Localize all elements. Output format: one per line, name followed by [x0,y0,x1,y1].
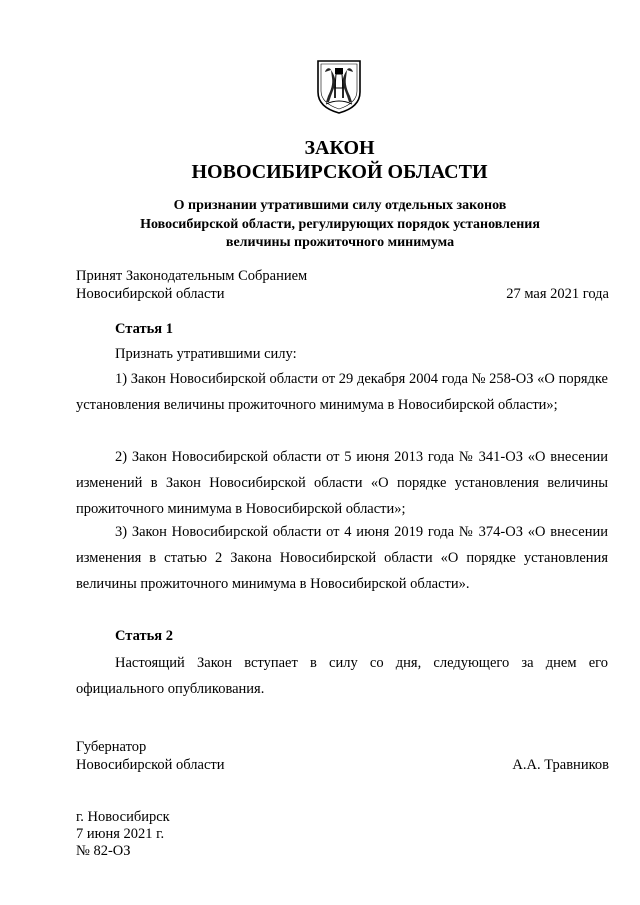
law-title-line-2: НОВОСИБИРСКОЙ ОБЛАСТИ [191,161,488,183]
article-2-text: Настоящий Закон вступает в силу со дня, следующего за днем его официального опубликования. [76,655,608,697]
adopted-by-line-2: Новосибирской области [76,286,225,302]
adopted-date: 27 мая 2021 года [506,286,609,302]
governor-name: А.А. Травников [512,757,609,773]
governor-title-line-1: Губернатор [76,739,147,755]
law-subtitle-line-1: О признании утратившими силу отдельных законов [173,198,507,213]
article-2-heading: Статья 2 [115,628,173,644]
adopted-by-line-1: Принят Законодательным Собранием [76,268,308,284]
governor-title-line-2: Новосибирской области [76,757,225,773]
law-subtitle-line-2: Новосибирской области, регулирующих порядок установления [140,217,540,232]
coat-of-arms-icon [316,58,362,114]
law-number: № 82-ОЗ [76,843,131,859]
law-subtitle-line-3: величины прожиточного минимума [225,235,455,250]
law-title-line-1: ЗАКОН [304,137,375,159]
article-1-heading: Статья 1 [115,321,173,337]
article-1-intro: Признать утратившими силу: [115,346,297,362]
article-1-item-2: 2) Закон Новосибирской области от 5 июня 2013 года № 341-ОЗ «О внесении изменений в Закон Новосибирской области «О порядке установления величины прожиточного минимума в Новосибирской области»; [76,449,608,517]
issue-date: 7 июня 2021 г. [76,826,165,842]
article-1-item-1: 1) Закон Новосибирской области от 29 декабря 2004 года № 258-ОЗ «О порядке установления величины прожиточного минимума в Новосибирской области»; [76,371,608,413]
article-1-item-3: 3) Закон Новосибирской области от 4 июня 2019 года № 374-ОЗ «О внесении изменения в статью 2 Закона Новосибирской области «О порядке установления величины прожиточного минимума в Новосибирской области». [76,524,608,592]
issue-city: г. Новосибирск [76,809,170,825]
